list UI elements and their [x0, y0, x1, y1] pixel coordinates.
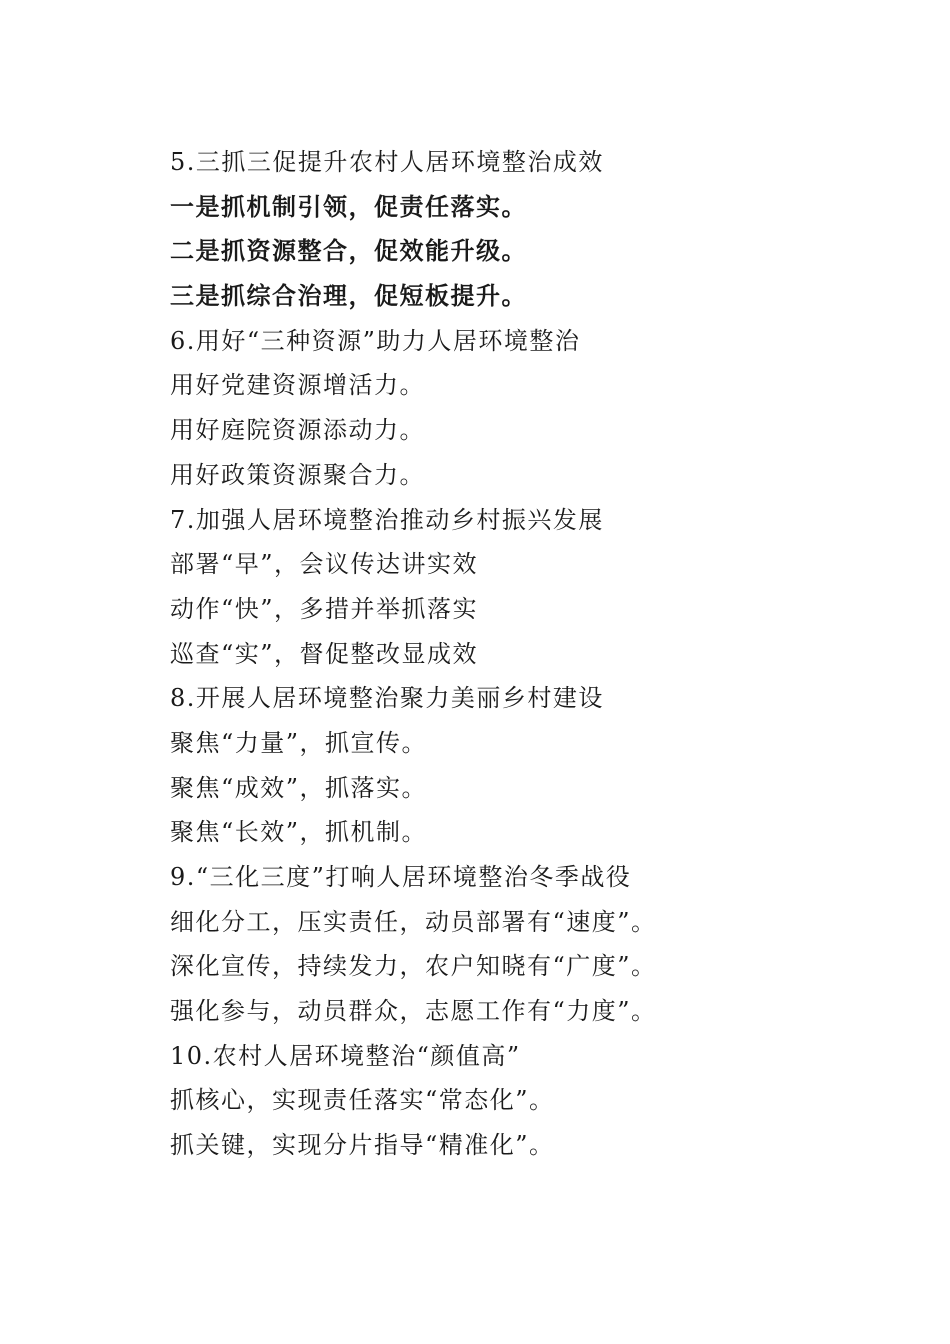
list-item: 动作“快”，多措并举抓落实 — [170, 594, 479, 623]
list-item: 深化宣传，持续发力，农户知晓有“广度”。 — [170, 952, 657, 981]
section-heading-9: 9.“三化三度”打响人居环境整治冬季战役 — [170, 863, 632, 891]
section-heading-6: 6.用好“三种资源”助力人居环境整治 — [170, 326, 581, 355]
list-item: 用好党建资源增活力。 — [170, 371, 425, 400]
section-heading-7: 7.加强人居环境整治推动乡村振兴发展 — [170, 505, 604, 534]
document-body — [170, 140, 870, 1168]
list-item: 强化参与，动员群众，志愿工作有“力度”。 — [170, 997, 657, 1026]
list-item: 二是抓资源整合，促效能升级。 — [170, 236, 527, 266]
list-item: 抓关键，实现分片指导“精准化”。 — [170, 1131, 555, 1160]
list-item: 聚焦“长效”，抓机制。 — [170, 818, 428, 847]
list-item: 聚焦“力量”，抓宣传。 — [170, 728, 428, 757]
section-heading-8: 8.开展人居环境整治聚力美丽乡村建设 — [170, 684, 604, 713]
list-item: 细化分工，压实责任，动员部署有“速度”。 — [170, 907, 657, 936]
list-item: 一是抓机制引领，促责任落实。 — [170, 191, 527, 221]
list-item: 抓核心，实现责任落实“常态化”。 — [170, 1086, 555, 1115]
list-item: 巡查“实”，督促整改显成效 — [170, 639, 479, 668]
section-heading-5: 5.三抓三促提升农村人居环境整治成效 — [170, 148, 604, 176]
list-item: 三是抓综合治理，促短板提升。 — [170, 281, 527, 311]
list-item: 用好庭院资源添动力。 — [170, 416, 425, 445]
section-heading-10: 10.农村人居环境整治“颜值高” — [170, 1041, 521, 1070]
list-item: 用好政策资源聚合力。 — [170, 460, 425, 489]
list-item: 部署“早”，会议传达讲实效 — [170, 550, 479, 579]
list-item: 聚焦“成效”，抓落实。 — [170, 773, 428, 802]
